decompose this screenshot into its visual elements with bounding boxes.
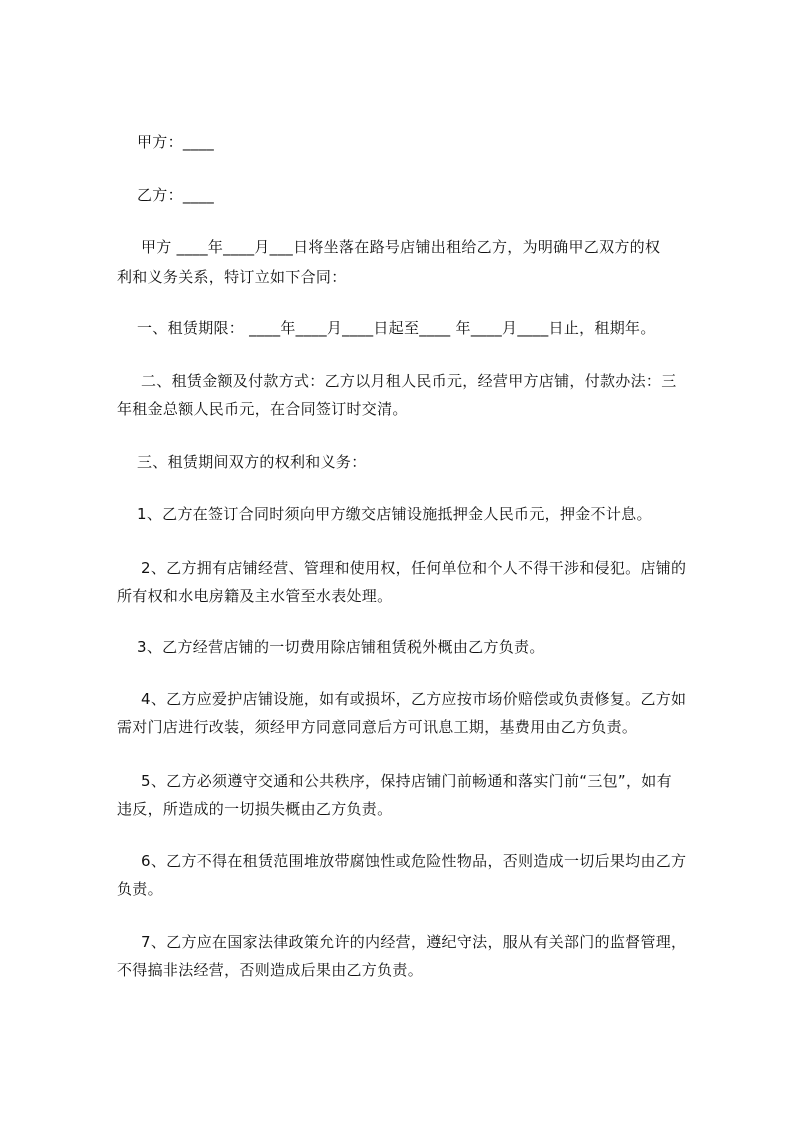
item-7-line-2: 不得搞非法经营，否则造成后果由乙方负责。 <box>117 961 424 979</box>
item-6-line-1: 6、乙方不得在租赁范围堆放带腐蚀性或危险性物品，否则造成一切后果均由乙方 <box>141 852 687 870</box>
item-4-line-1: 4、乙方应爱护店铺设施，如有或损坏，乙方应按市场价赔偿或负责修复。乙方如 <box>141 690 687 708</box>
item-4-line-2: 需对门店进行改装，须经甲方同意同意后方可讯息工期，基费用由乙方负责。 <box>117 718 638 736</box>
item-3: 3、乙方经营店铺的一切费用除店铺租赁税外概由乙方负责。 <box>137 638 545 656</box>
section-3-title: 三、租赁期间双方的权利和义务： <box>137 453 367 471</box>
section-1-term: 一、租赁期限： ____年____月____日起至____ 年____月____日止，租期年。 <box>137 319 656 337</box>
item-2-line-1: 2、乙方拥有店铺经营、管理和使用权，任何单位和个人不得干涉和侵犯。店铺的 <box>141 559 687 577</box>
section-2-line-1: 二、租赁金额及付款方式：乙方以月租人民币元，经营甲方店铺，付款办法：三 <box>141 372 677 390</box>
item-7-line-1: 7、乙方应在国家法律政策允许的内经营，遵纪守法，服从有关部门的监督管理， <box>141 933 687 951</box>
party-b-line: 乙方：____ <box>137 186 215 204</box>
intro-line-1: 甲方 ____年____月___日将坐落在路号店铺出租给乙方，为明确甲乙双方的权 <box>141 238 661 256</box>
item-5-line-1: 5、乙方必须遵守交通和公共秩序，保持店铺门前畅通和落实门前“三包”，如有 <box>141 772 672 790</box>
item-1: 1、乙方在签订合同时须向甲方缴交店铺设施抵押金人民币元，押金不计息。 <box>137 505 652 523</box>
item-6-line-2: 负责。 <box>117 880 163 898</box>
intro-line-2: 利和义务关系，特订立如下合同： <box>117 268 347 286</box>
section-2-line-2: 年租金总额人民币元，在合同签订时交清。 <box>117 400 408 418</box>
party-a-line: 甲方：____ <box>137 133 215 151</box>
item-5-line-2: 违反，所造成的一切损失概由乙方负责。 <box>117 800 393 818</box>
item-2-line-2: 所有权和水电房籍及主水管至水表处理。 <box>117 587 393 605</box>
